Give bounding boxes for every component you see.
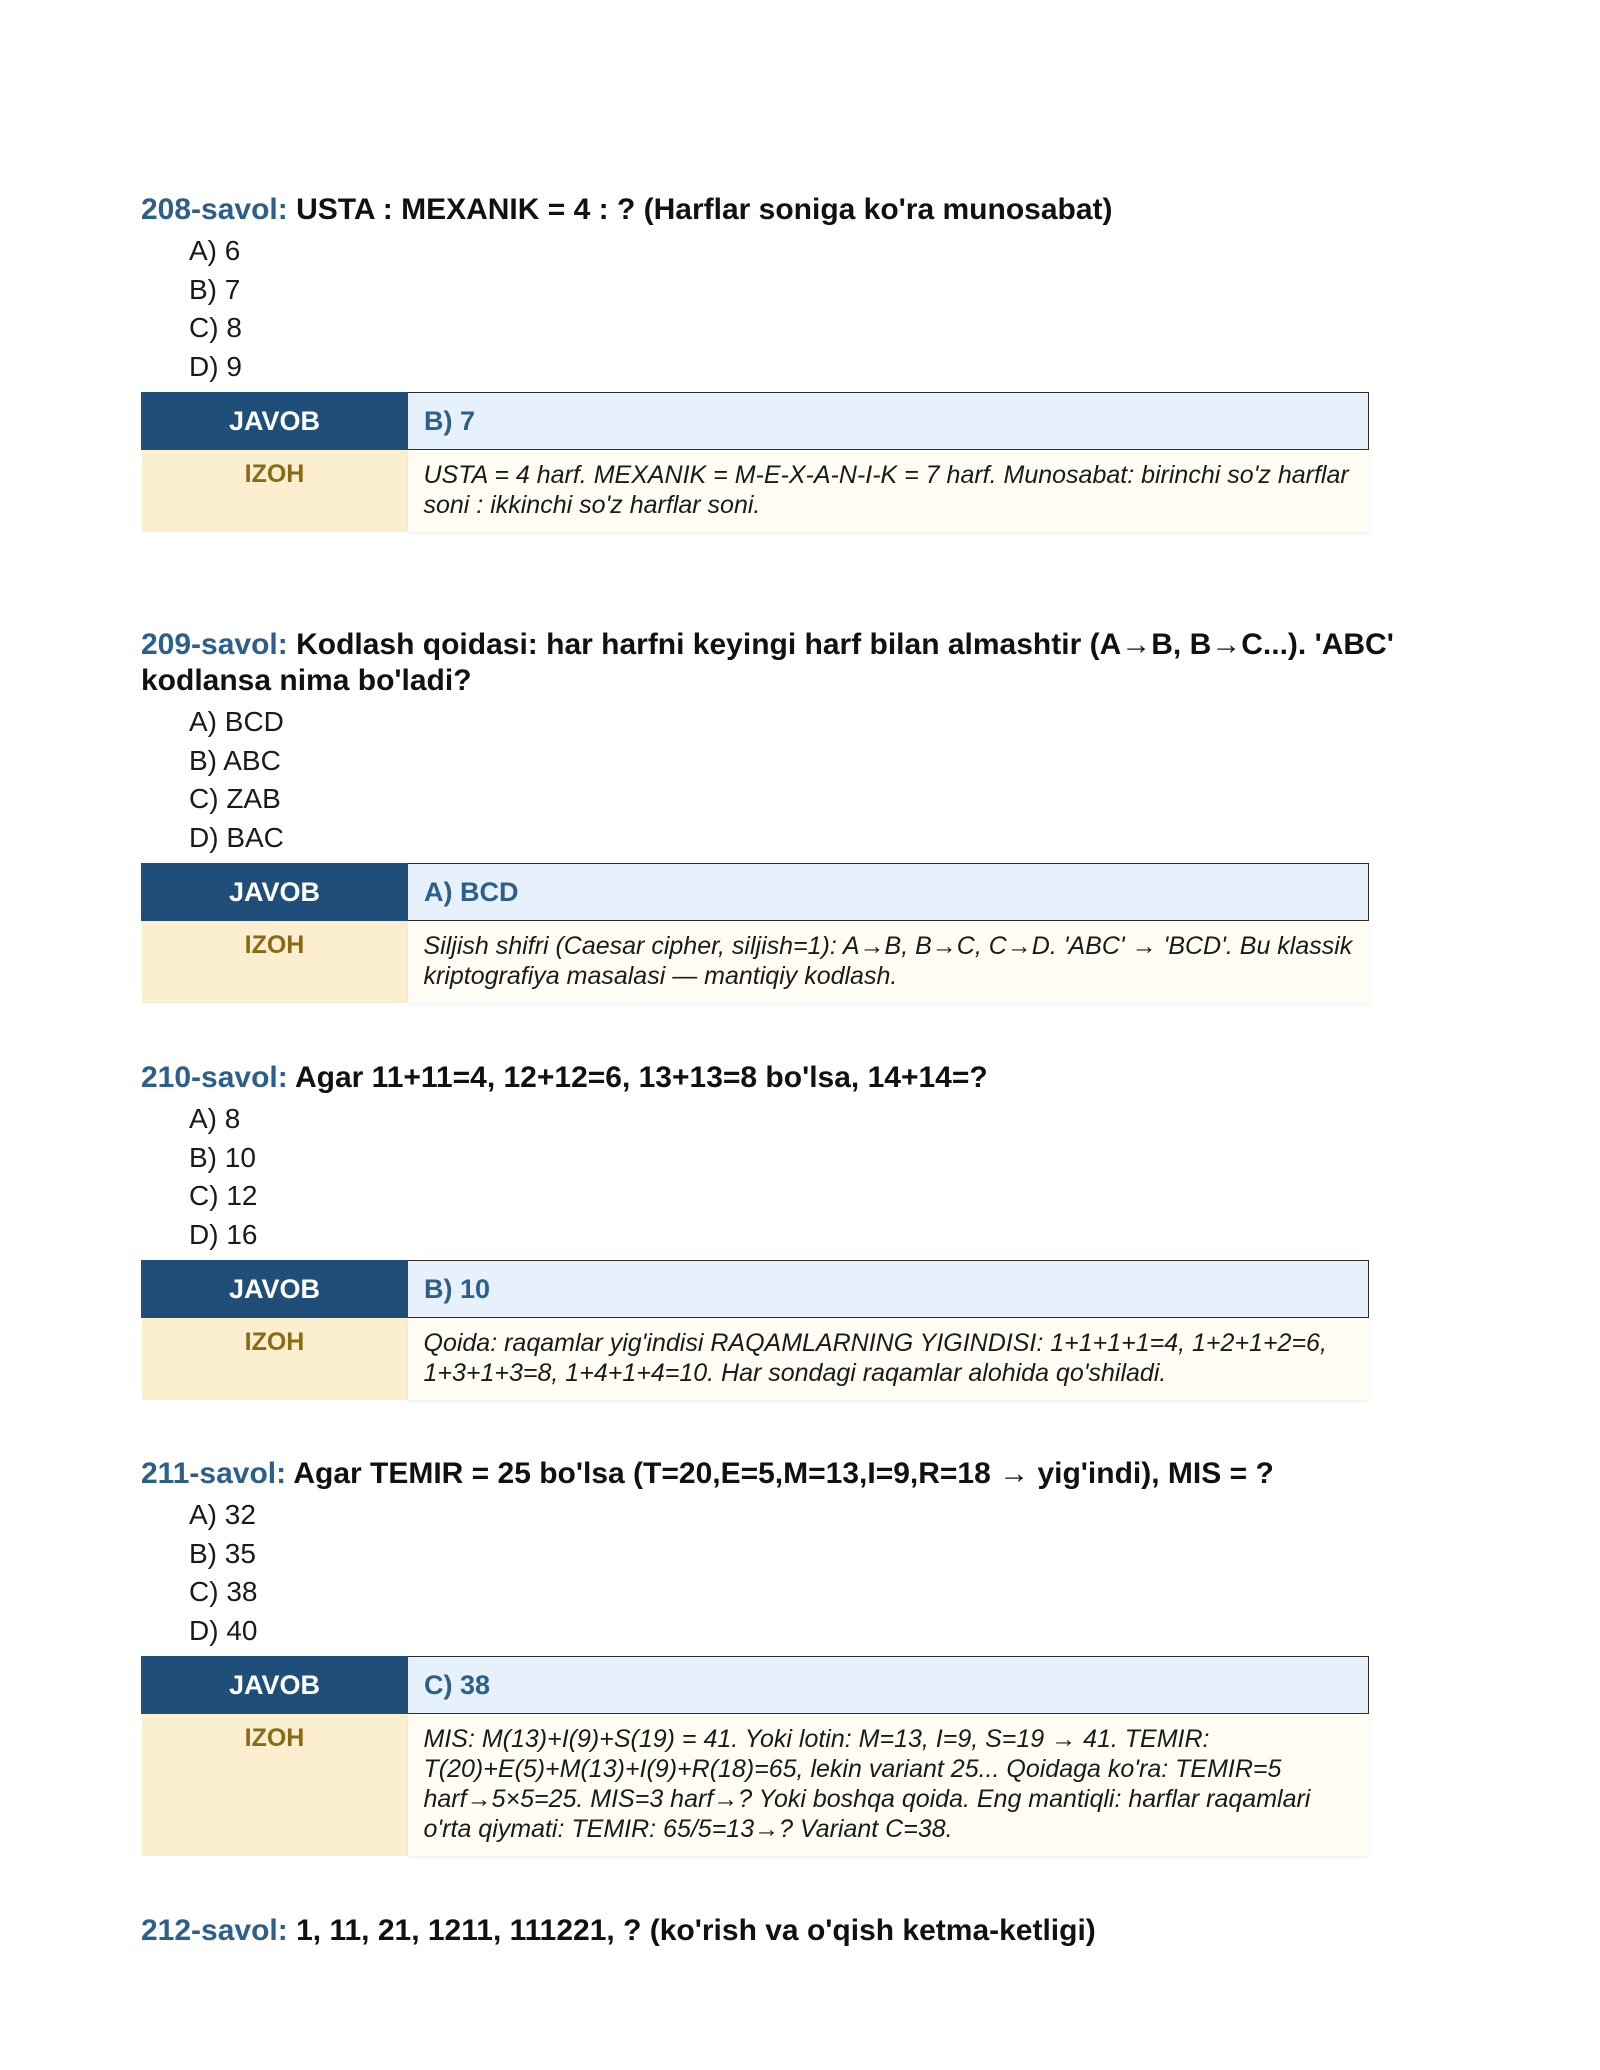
question-text: Kodlash qoidasi: har harfni keyingi harf bilan almashtir (A→B, B→C...). 'ABC' kodlansa nima bo'ladi? bbox=[141, 628, 1394, 697]
question-number: 210-savol: bbox=[141, 1061, 288, 1094]
question-text: Agar TEMIR = 25 bo'lsa (T=20,E=5,M=13,I=9,R=18 → yig'indi), MIS = ? bbox=[293, 1457, 1274, 1490]
options-list bbox=[189, 232, 1481, 386]
izoh-value: USTA = 4 harf. MEXANIK = M-E-X-A-N-I-K = 7 harf. Munosabat: birinchi so'z harflar soni : ikkinchi so'z harflar soni. bbox=[408, 450, 1369, 533]
option-d: D) 9 bbox=[189, 350, 242, 382]
option-b: B) 7 bbox=[189, 273, 241, 305]
question-text: USTA : MEXANIK = 4 : ? (Harflar soniga ko'ra munosabat) bbox=[296, 193, 1113, 226]
izoh-value: Qoida: raqamlar yig'indisi RAQAMLARNING YIGINDISI: 1+1+1+1=4, 1+2+1+2=6, 1+3+1+3=8, 1+4+1+4=10. Har sondagi raqamlar alohida qo'shiladi. bbox=[408, 1318, 1369, 1401]
question-210 bbox=[141, 1060, 1481, 1456]
answer-table bbox=[141, 863, 1369, 1003]
javob-label: JAVOB bbox=[142, 864, 408, 921]
izoh-value: MIS: M(13)+I(9)+S(19) = 41. Yoki lotin: M=13, I=9, S=19 → 41. TEMIR: T(20)+E(5)+M(13)+I(9)+R(18)=65, lekin variant 25... Qoidaga ko'ra: TEMIR=5 harf→5×5=25. MIS=3 harf→? Yoki boshqa qoida. Eng mantiqli: harflar raqamlari o'rta qiymati: TEMIR: 65/5=13→? Variant C=38. bbox=[408, 1714, 1369, 1857]
option-c: C) ZAB bbox=[189, 783, 281, 814]
answer-table bbox=[141, 392, 1369, 532]
javob-label: JAVOB bbox=[142, 393, 408, 450]
izoh-label: IZOH bbox=[142, 1318, 408, 1401]
answer-table bbox=[141, 1656, 1369, 1856]
javob-label: JAVOB bbox=[142, 1657, 408, 1714]
options-list bbox=[189, 1100, 1481, 1254]
option-d: D) BAC bbox=[189, 821, 284, 853]
option-b: B) 10 bbox=[189, 1141, 256, 1173]
option-a: A) 6 bbox=[189, 235, 241, 266]
document-page bbox=[141, 192, 1481, 1953]
izoh-label: IZOH bbox=[142, 450, 408, 533]
options-list bbox=[189, 703, 1481, 857]
option-d: D) 16 bbox=[189, 1218, 258, 1250]
javob-value: A) BCD bbox=[408, 864, 1369, 921]
question-212 bbox=[141, 1913, 1481, 1949]
option-a: A) 8 bbox=[189, 1103, 241, 1134]
question-number: 212-savol: bbox=[141, 1914, 288, 1947]
javob-value: B) 7 bbox=[408, 393, 1369, 450]
question-text: 1, 11, 21, 1211, 111221, ? (ko'rish va o'qish ketma-ketligi) bbox=[296, 1914, 1096, 1947]
question-209 bbox=[141, 627, 1481, 1060]
option-a: A) 32 bbox=[189, 1499, 256, 1530]
question-title bbox=[141, 1913, 1481, 1949]
question-text: Agar 11+11=4, 12+12=6, 13+13=8 bo'lsa, 14+14=? bbox=[294, 1061, 988, 1094]
option-c: C) 38 bbox=[189, 1576, 258, 1607]
option-c: C) 8 bbox=[189, 312, 242, 343]
options-list bbox=[189, 1496, 1481, 1650]
question-number: 211-savol: bbox=[141, 1457, 287, 1490]
javob-value: C) 38 bbox=[408, 1657, 1369, 1714]
answer-table bbox=[141, 1260, 1369, 1400]
javob-label: JAVOB bbox=[142, 1261, 408, 1318]
izoh-value: Siljish shifri (Caesar cipher, siljish=1): A→B, B→C, C→D. 'ABC' → 'BCD'. Bu klassik kriptografiya masalasi — mantiqiy kodlash. bbox=[408, 921, 1369, 1004]
question-number: 209-savol: bbox=[141, 628, 288, 661]
question-number: 208-savol: bbox=[141, 193, 288, 226]
option-c: C) 12 bbox=[189, 1180, 258, 1211]
question-208 bbox=[141, 192, 1481, 627]
question-title bbox=[141, 627, 1481, 699]
izoh-label: IZOH bbox=[142, 921, 408, 1004]
javob-value: B) 10 bbox=[408, 1261, 1369, 1318]
izoh-label: IZOH bbox=[142, 1714, 408, 1857]
option-d: D) 40 bbox=[189, 1614, 258, 1646]
option-b: B) 35 bbox=[189, 1537, 256, 1569]
option-a: A) BCD bbox=[189, 706, 284, 737]
question-title bbox=[141, 1456, 1481, 1492]
question-211 bbox=[141, 1456, 1481, 1913]
option-b: B) ABC bbox=[189, 744, 281, 776]
question-title bbox=[141, 192, 1481, 228]
question-title bbox=[141, 1060, 1481, 1096]
